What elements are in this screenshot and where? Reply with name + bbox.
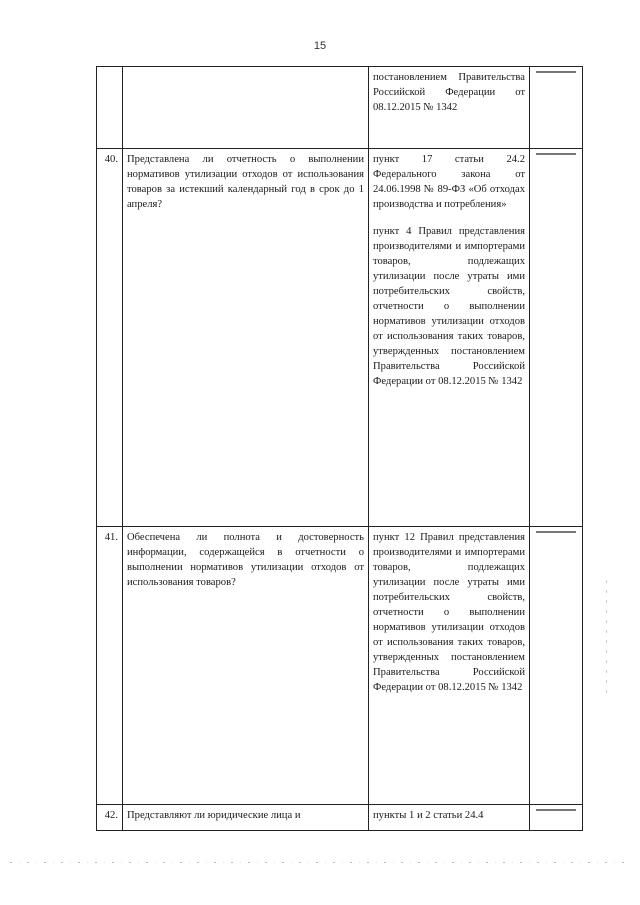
legal-reference: постановлением Правительства Российской Федерации от 08.12.2015 № 1342	[373, 72, 525, 113]
answer-cell	[530, 527, 583, 805]
answer-cell	[530, 67, 583, 149]
row-number: 41.	[97, 527, 123, 805]
question-cell: Обеспечена ли полнота и достоверность информации, содержащейся в отчетности о выполнении нормативов утилизации отходов от использования товаров?	[123, 527, 369, 805]
row-number: 40.	[97, 149, 123, 527]
question-cell: Представляют ли юридические лица и	[123, 805, 369, 831]
legal-reference: пункт 4 Правил представления производителями и импортерами товаров, подлежащих утилизации после утраты ими потребительских свойств, отчетности о выполнении нормативов утилизации отходов от использования таких товаров, утвержденных постановлением Правительства Российской Федерации от 08.12.2015 № 1342	[373, 226, 525, 387]
checklist-table	[96, 66, 583, 831]
table-row	[97, 527, 583, 805]
row-number	[97, 67, 123, 149]
legal-reference-cell	[369, 805, 530, 831]
legal-reference: пункт 17 статьи 24.2 Федерального закона от 24.06.1998 № 89-ФЗ «Об отходах производства и потребления»	[373, 154, 525, 210]
question-cell	[123, 67, 369, 149]
legal-reference-cell	[369, 67, 530, 149]
table-row	[97, 149, 583, 527]
scan-artifact-line	[10, 862, 630, 863]
table-row	[97, 67, 583, 149]
legal-reference: пункты 1 и 2 статьи 24.4	[373, 810, 484, 821]
answer-cell	[530, 805, 583, 831]
scan-artifact-edge	[606, 580, 607, 700]
answer-cell	[530, 149, 583, 527]
legal-reference-cell	[369, 149, 530, 527]
legal-reference: пункт 12 Правил представления производителями и импортерами товаров, подлежащих утилизации после утраты ими потребительских свойств, отчетности о выполнении нормативов утилизации отходов от использования таких товаров, утвержденных постановлением Правительства Российской Федерации от 08.12.2015 № 1342	[373, 532, 525, 693]
question-cell: Представлена ли отчетность о выполнении нормативов утилизации отходов от использования товаров за истекший календарный год в срок до 1 апреля?	[123, 149, 369, 527]
legal-reference-cell	[369, 527, 530, 805]
table-row	[97, 805, 583, 831]
page-number: 15	[313, 40, 327, 52]
row-number: 42.	[97, 805, 123, 831]
